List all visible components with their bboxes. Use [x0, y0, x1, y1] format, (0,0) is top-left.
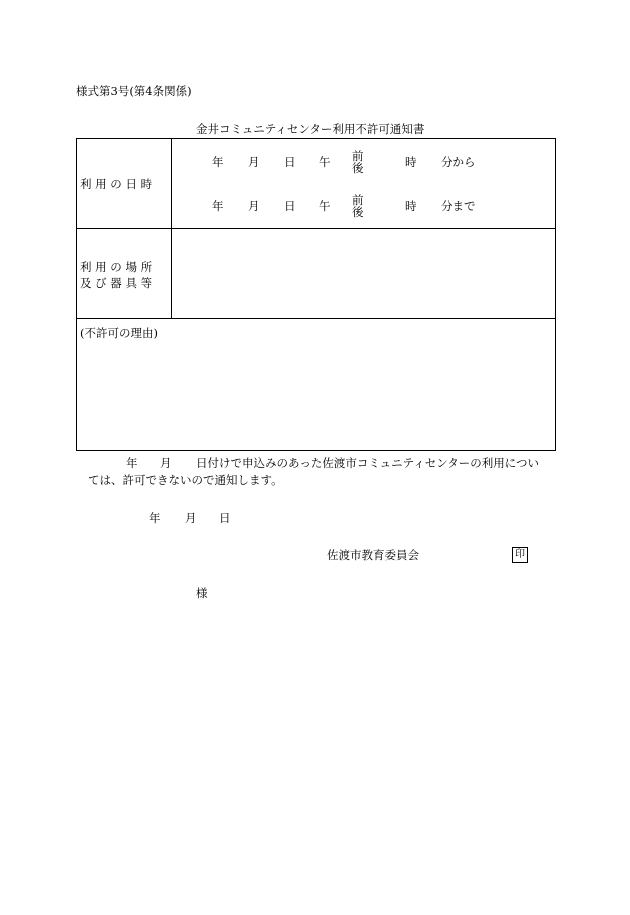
to-minute: 分まで — [441, 199, 476, 213]
body-month: 月 — [160, 456, 172, 470]
table-column-divider — [171, 138, 172, 319]
reason-label: (不許可の理由) — [80, 326, 158, 340]
body-year: 年 — [126, 456, 138, 470]
to-pm: 後 — [352, 205, 364, 219]
body-line2: ては、許可できないので通知します。 — [88, 473, 283, 487]
table-border-right — [555, 138, 556, 451]
to-noon: 午 — [319, 199, 331, 213]
from-hour: 時 — [405, 155, 417, 169]
table-row-divider-1 — [76, 228, 556, 229]
notice-date-year: 年 — [149, 511, 161, 525]
body-line1: 日付けで申込みのあった佐渡市コミュニティセンターの利用につい — [196, 456, 540, 470]
to-month: 月 — [248, 199, 260, 213]
from-ampm — [352, 150, 364, 174]
place-label-line1: 利 用 の 場 所 — [80, 260, 153, 274]
table-border-top — [76, 138, 556, 139]
table-border-bottom — [76, 450, 556, 451]
seal-mark: 印 — [512, 547, 528, 563]
from-year: 年 — [212, 155, 224, 169]
notice-date-day: 日 — [219, 511, 231, 525]
addressee-suffix: 様 — [196, 586, 208, 600]
issuer: 佐渡市教育委員会 — [327, 548, 419, 562]
from-month: 月 — [248, 155, 260, 169]
place-label-line2: 及 び 器 具 等 — [80, 276, 153, 290]
document-title: 金井コミュニティセンター利用不許可通知書 — [196, 122, 425, 136]
to-year: 年 — [212, 199, 224, 213]
from-noon: 午 — [319, 155, 331, 169]
from-minute: 分から — [441, 155, 476, 169]
form-number: 様式第3号(第4条関係) — [76, 84, 192, 98]
from-day: 日 — [284, 155, 296, 169]
to-am: 前 — [352, 193, 364, 207]
from-am: 前 — [352, 149, 364, 163]
from-pm: 後 — [352, 161, 364, 175]
notice-date-month: 月 — [185, 511, 197, 525]
table-row-divider-2 — [76, 318, 556, 319]
to-hour: 時 — [405, 199, 417, 213]
usage-datetime-label: 利 用 の 日 時 — [80, 177, 153, 191]
table-border-left — [76, 138, 77, 451]
to-day: 日 — [284, 199, 296, 213]
to-ampm — [352, 194, 364, 218]
